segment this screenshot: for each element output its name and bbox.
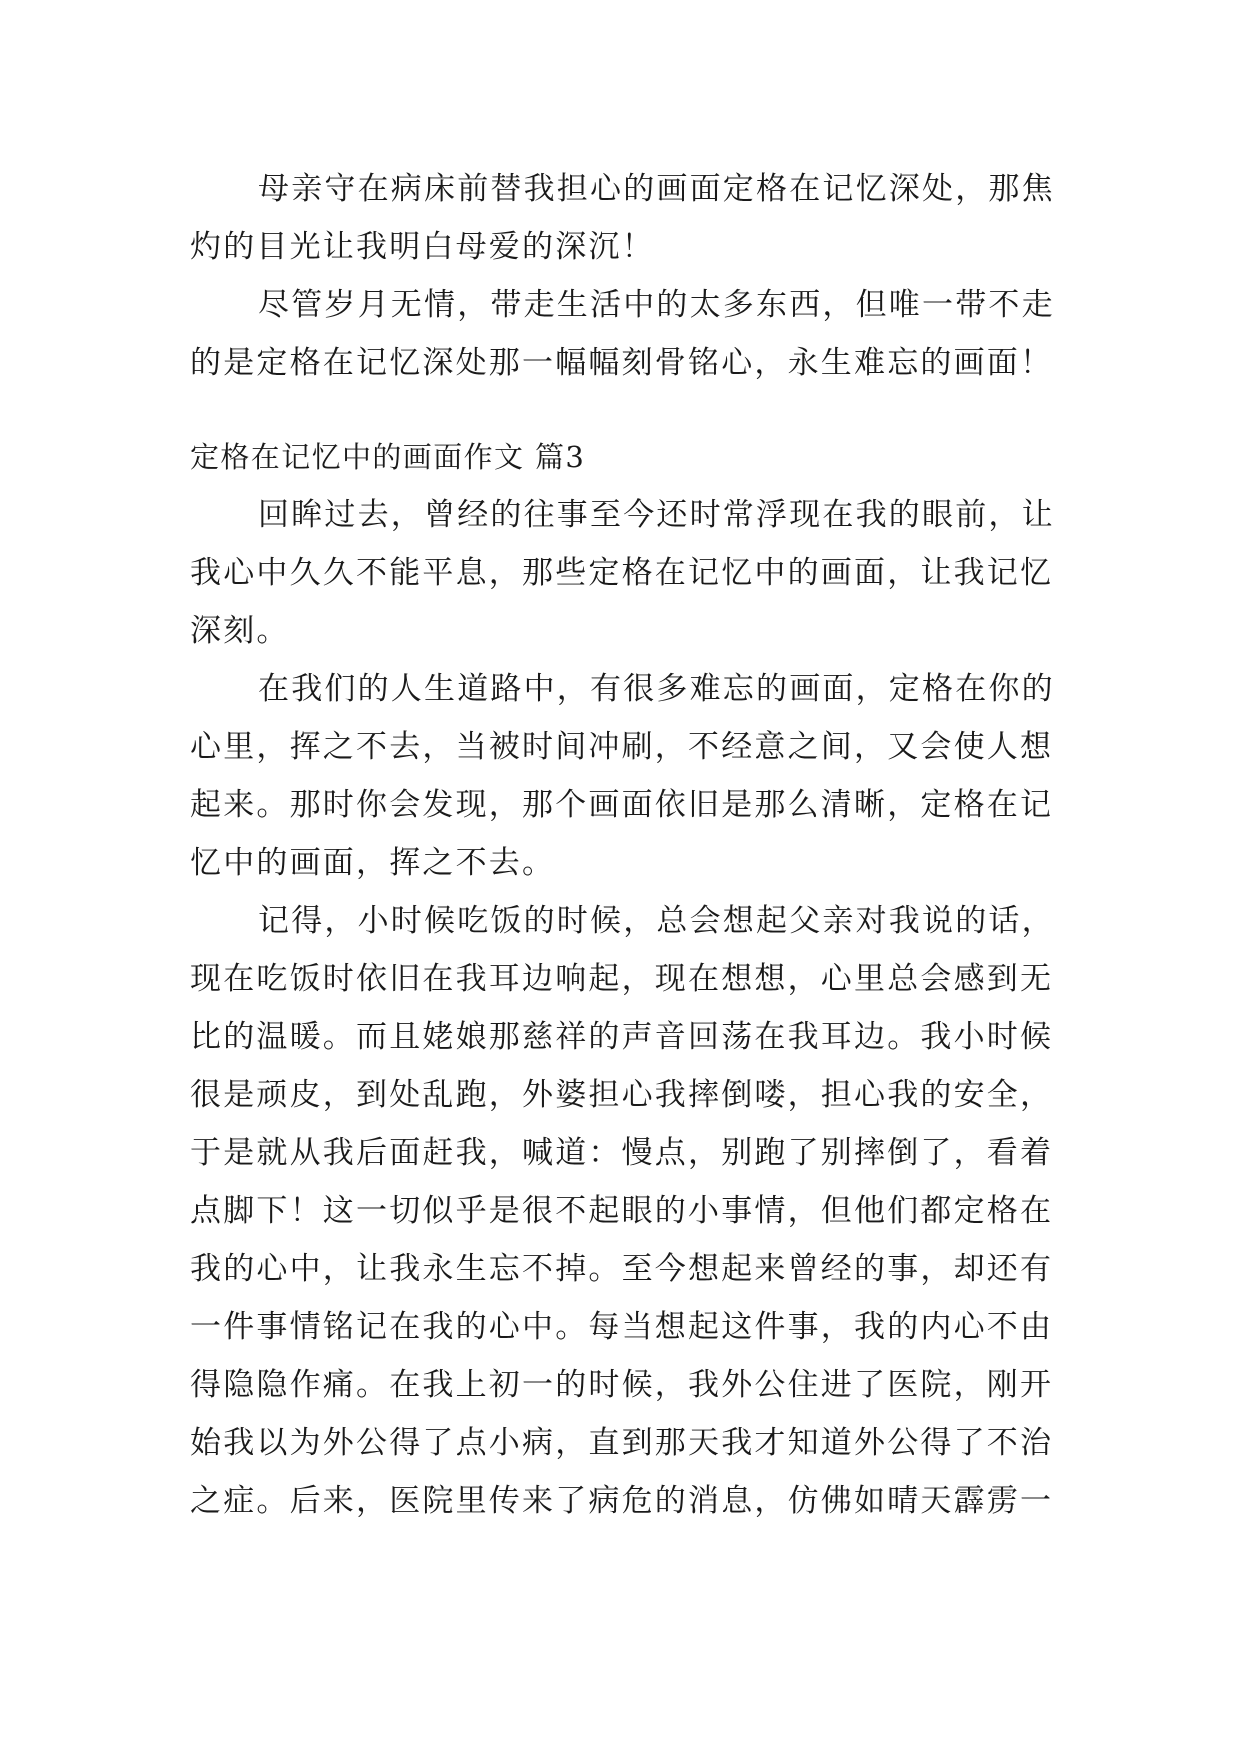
text-line: 现在吃饭时依旧在我耳边响起，现在想想，心里总会感到无	[190, 961, 1054, 997]
paragraph-looking-back	[190, 486, 1060, 660]
text-line: 起来。那时你会发现，那个画面依旧是那么清晰，定格在记	[190, 787, 1054, 823]
text-line: 的是定格在记忆深处那一幅幅刻骨铭心，永生难忘的画面！	[190, 345, 1054, 381]
text-line: 我心中久久不能平息，那些定格在记忆中的画面，让我记忆	[190, 555, 1054, 591]
paragraph-life-road	[190, 660, 1060, 892]
paragraph-childhood-memories	[190, 892, 1060, 1530]
document-page	[190, 160, 1060, 1530]
text-line: 得隐隐作痛。在我上初一的时候，我外公住进了医院，刚开	[190, 1367, 1054, 1403]
text-line: 深刻。	[190, 613, 290, 649]
text-line: 母亲守在病床前替我担心的画面定格在记忆深处，那焦	[258, 171, 1055, 207]
text-line: 比的温暖。而且姥娘那慈祥的声音回荡在我耳边。我小时候	[190, 1019, 1054, 1055]
paragraph-years-heartless	[190, 276, 1060, 392]
text-line: 很是顽皮，到处乱跑，外婆担心我摔倒喽，担心我的安全，	[190, 1077, 1054, 1113]
text-line: 在我们的人生道路中，有很多难忘的画面，定格在你的	[258, 671, 1055, 707]
text-line: 我的心中，让我永生忘不掉。至今想起来曾经的事，却还有	[190, 1251, 1054, 1287]
text-line: 心里，挥之不去，当被时间冲刷，不经意之间，又会使人想	[190, 729, 1054, 765]
text-line: 一件事情铭记在我的心中。每当想起这件事，我的内心不由	[190, 1309, 1054, 1345]
text-line: 于是就从我后面赶我，喊道：慢点，别跑了别摔倒了，看着	[190, 1135, 1054, 1171]
text-line: 记得，小时候吃饭的时候，总会想起父亲对我说的话，	[258, 903, 1055, 939]
text-line: 始我以为外公得了点小病，直到那天我才知道外公得了不治	[190, 1425, 1054, 1461]
text-line: 点脚下！这一切似乎是很不起眼的小事情，但他们都定格在	[190, 1193, 1054, 1229]
section-heading: 定格在记忆中的画面作文 篇3	[190, 440, 586, 474]
text-line: 忆中的画面，挥之不去。	[190, 845, 556, 881]
text-line: 灼的目光让我明白母爱的深沉！	[190, 229, 655, 265]
paragraph-mother-bedside	[190, 160, 1060, 276]
text-line: 之症。后来，医院里传来了病危的消息，仿佛如晴天霹雳一	[190, 1483, 1054, 1519]
text-line: 回眸过去，曾经的往事至今还时常浮现在我的眼前，让	[258, 497, 1055, 533]
text-line: 尽管岁月无情，带走生活中的太多东西，但唯一带不走	[258, 287, 1055, 323]
